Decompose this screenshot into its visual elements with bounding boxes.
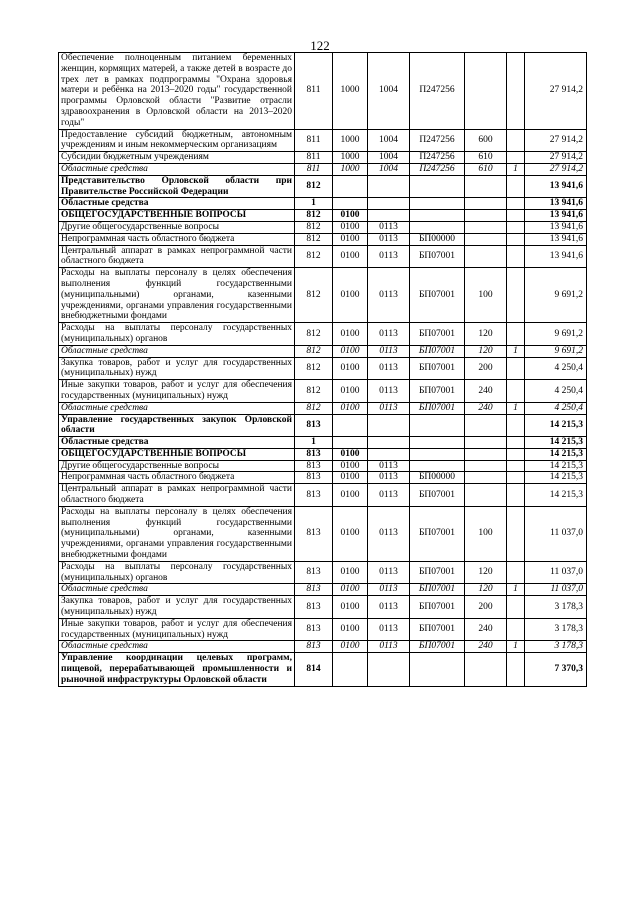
cell-funding-source: [507, 618, 525, 641]
cell-section: 0100: [333, 323, 368, 346]
cell-section: [333, 437, 368, 449]
table-row: [59, 268, 587, 323]
cell-funding-source: [507, 506, 525, 561]
cell-target-article: БП07001: [410, 245, 465, 268]
cell-amount: 4 250,4: [525, 402, 587, 414]
cell-funding-source: [507, 175, 525, 198]
budget-table: [58, 52, 587, 687]
cell-expense-type: 120: [465, 323, 507, 346]
cell-expense-type: 240: [465, 618, 507, 641]
cell-subsection: 0113: [368, 484, 410, 507]
cell-funding-source: [507, 221, 525, 233]
cell-subsection: [368, 414, 410, 437]
cell-ved: 812: [295, 402, 333, 414]
cell-name: Центральный аппарат в рамках непрограммной части областного бюджета: [59, 245, 295, 268]
table-row: [59, 380, 587, 403]
cell-ved: 812: [295, 210, 333, 222]
cell-name: Расходы на выплаты персоналу государственных (муниципальных) органов: [59, 561, 295, 584]
cell-expense-type: [465, 653, 507, 686]
cell-expense-type: [465, 53, 507, 130]
cell-section: 0100: [333, 484, 368, 507]
cell-ved: 811: [295, 53, 333, 130]
cell-subsection: 0113: [368, 506, 410, 561]
cell-name: Представительство Орловской области при Правительстве Российской Федерации: [59, 175, 295, 198]
cell-section: 0100: [333, 506, 368, 561]
cell-expense-type: 100: [465, 506, 507, 561]
table-row: [59, 460, 587, 472]
cell-expense-type: [465, 210, 507, 222]
cell-funding-source: [507, 653, 525, 686]
cell-target-article: БП00000: [410, 472, 465, 484]
cell-ved: 813: [295, 641, 333, 653]
cell-name: Расходы на выплаты персоналу в целях обеспечения выполнения функций государственными (муниципальными) органами, казенными учреждениями, органами управления государственными внебюджетными фондами: [59, 268, 295, 323]
cell-section: 0100: [333, 448, 368, 460]
cell-funding-source: [507, 233, 525, 245]
cell-subsection: 0113: [368, 323, 410, 346]
cell-amount: 14 215,3: [525, 484, 587, 507]
cell-section: 0100: [333, 357, 368, 380]
cell-target-article: БП00000: [410, 233, 465, 245]
cell-funding-source: [507, 561, 525, 584]
cell-expense-type: 100: [465, 268, 507, 323]
cell-expense-type: 240: [465, 402, 507, 414]
table-row: [59, 484, 587, 507]
cell-amount: 3 178,3: [525, 641, 587, 653]
cell-subsection: 0113: [368, 472, 410, 484]
cell-name: Иные закупки товаров, работ и услуг для обеспечения государственных (муниципальных) нужд: [59, 618, 295, 641]
cell-funding-source: 1: [507, 584, 525, 596]
cell-expense-type: 610: [465, 152, 507, 164]
cell-ved: 812: [295, 221, 333, 233]
cell-section: 0100: [333, 221, 368, 233]
table-row: [59, 210, 587, 222]
cell-ved: 811: [295, 152, 333, 164]
cell-funding-source: [507, 460, 525, 472]
cell-funding-source: [507, 357, 525, 380]
cell-funding-source: 1: [507, 345, 525, 357]
cell-amount: 13 941,6: [525, 245, 587, 268]
cell-amount: 14 215,3: [525, 460, 587, 472]
table-row: [59, 323, 587, 346]
cell-ved: 813: [295, 596, 333, 619]
cell-name: ОБЩЕГОСУДАРСТВЕННЫЕ ВОПРОСЫ: [59, 210, 295, 222]
cell-funding-source: [507, 472, 525, 484]
cell-name: Непрограммная часть областного бюджета: [59, 233, 295, 245]
cell-amount: 11 037,0: [525, 506, 587, 561]
cell-amount: 13 941,6: [525, 210, 587, 222]
cell-subsection: 0113: [368, 584, 410, 596]
table-body: [59, 53, 587, 687]
cell-amount: 9 691,2: [525, 323, 587, 346]
cell-name: Иные закупки товаров, работ и услуг для обеспечения государственных (муниципальных) нужд: [59, 380, 295, 403]
cell-amount: 4 250,4: [525, 380, 587, 403]
cell-amount: 13 941,6: [525, 175, 587, 198]
cell-ved: 812: [295, 323, 333, 346]
cell-section: 1000: [333, 129, 368, 152]
cell-funding-source: [507, 53, 525, 130]
table-row: [59, 584, 587, 596]
cell-name: Областные средства: [59, 345, 295, 357]
cell-section: 0100: [333, 233, 368, 245]
cell-funding-source: [507, 414, 525, 437]
cell-expense-type: 240: [465, 380, 507, 403]
cell-section: 0100: [333, 472, 368, 484]
cell-section: 0100: [333, 584, 368, 596]
cell-funding-source: [507, 596, 525, 619]
cell-target-article: [410, 175, 465, 198]
cell-ved: 813: [295, 584, 333, 596]
cell-expense-type: 200: [465, 357, 507, 380]
table-row: [59, 152, 587, 164]
cell-expense-type: [465, 437, 507, 449]
cell-name: Другие общегосударственные вопросы: [59, 460, 295, 472]
table-row: [59, 561, 587, 584]
cell-subsection: 0113: [368, 268, 410, 323]
cell-subsection: [368, 653, 410, 686]
cell-section: 0100: [333, 641, 368, 653]
cell-target-article: [410, 198, 465, 210]
cell-subsection: [368, 210, 410, 222]
cell-section: 1000: [333, 152, 368, 164]
cell-subsection: 0113: [368, 345, 410, 357]
cell-subsection: 1004: [368, 163, 410, 175]
cell-expense-type: 600: [465, 129, 507, 152]
cell-amount: 13 941,6: [525, 233, 587, 245]
cell-target-article: [410, 221, 465, 233]
cell-subsection: [368, 448, 410, 460]
cell-expense-type: [465, 221, 507, 233]
cell-target-article: БП07001: [410, 596, 465, 619]
cell-section: [333, 653, 368, 686]
cell-section: 0100: [333, 460, 368, 472]
cell-target-article: БП07001: [410, 641, 465, 653]
cell-expense-type: [465, 198, 507, 210]
cell-section: 0100: [333, 380, 368, 403]
cell-name: Областные средства: [59, 402, 295, 414]
cell-amount: 7 370,3: [525, 653, 587, 686]
cell-amount: 14 215,3: [525, 437, 587, 449]
cell-target-article: БП07001: [410, 618, 465, 641]
cell-amount: 3 178,3: [525, 618, 587, 641]
table-row: [59, 653, 587, 686]
cell-target-article: БП07001: [410, 561, 465, 584]
cell-ved: 812: [295, 233, 333, 245]
table-row: [59, 129, 587, 152]
table-row: [59, 163, 587, 175]
cell-subsection: 1004: [368, 152, 410, 164]
cell-expense-type: [465, 472, 507, 484]
cell-amount: 27 914,2: [525, 163, 587, 175]
cell-funding-source: [507, 152, 525, 164]
cell-name: Субсидии бюджетным учреждениям: [59, 152, 295, 164]
cell-amount: 9 691,2: [525, 345, 587, 357]
cell-target-article: [410, 653, 465, 686]
cell-amount: 27 914,2: [525, 152, 587, 164]
cell-section: [333, 175, 368, 198]
cell-ved: 813: [295, 472, 333, 484]
cell-amount: 3 178,3: [525, 596, 587, 619]
cell-amount: 14 215,3: [525, 414, 587, 437]
cell-ved: 813: [295, 460, 333, 472]
cell-funding-source: [507, 268, 525, 323]
table-row: [59, 596, 587, 619]
cell-name: Расходы на выплаты персоналу государственных (муниципальных) органов: [59, 323, 295, 346]
cell-amount: 4 250,4: [525, 357, 587, 380]
cell-subsection: 0113: [368, 221, 410, 233]
cell-name: Областные средства: [59, 584, 295, 596]
cell-ved: 813: [295, 414, 333, 437]
cell-ved: 812: [295, 175, 333, 198]
table-row: [59, 506, 587, 561]
table-row: [59, 345, 587, 357]
table-row: [59, 198, 587, 210]
table-row: [59, 175, 587, 198]
cell-funding-source: [507, 198, 525, 210]
cell-subsection: [368, 198, 410, 210]
cell-expense-type: [465, 175, 507, 198]
cell-funding-source: [507, 129, 525, 152]
table-row: [59, 618, 587, 641]
cell-expense-type: 610: [465, 163, 507, 175]
cell-target-article: БП07001: [410, 484, 465, 507]
cell-target-article: БП07001: [410, 584, 465, 596]
cell-expense-type: 120: [465, 345, 507, 357]
cell-name: Обеспечение полноценным питанием беременных женщин, кормящих матерей, а также детей в возрасте до трех лет в рамках подпрограммы "Охрана здоровья матери и ребёнка на 2013–2020 годы" государственной программы Орловской области "Развитие отрасли здравоохранения в Орловской области на 2013–2020 годы": [59, 53, 295, 130]
cell-ved: 813: [295, 448, 333, 460]
cell-name: Областные средства: [59, 437, 295, 449]
cell-funding-source: 1: [507, 163, 525, 175]
table-row: [59, 641, 587, 653]
cell-ved: 812: [295, 268, 333, 323]
cell-ved: 814: [295, 653, 333, 686]
cell-amount: 14 215,3: [525, 472, 587, 484]
cell-name: Управление государственных закупок Орловской области: [59, 414, 295, 437]
cell-target-article: [410, 448, 465, 460]
cell-ved: 813: [295, 561, 333, 584]
cell-target-article: [410, 437, 465, 449]
cell-target-article: БП07001: [410, 345, 465, 357]
cell-target-article: [410, 460, 465, 472]
cell-section: 0100: [333, 345, 368, 357]
cell-subsection: 0113: [368, 618, 410, 641]
cell-subsection: 0113: [368, 460, 410, 472]
cell-expense-type: 120: [465, 561, 507, 584]
cell-section: 0100: [333, 245, 368, 268]
cell-funding-source: 1: [507, 402, 525, 414]
cell-name: Центральный аппарат в рамках непрограммной части областного бюджета: [59, 484, 295, 507]
cell-expense-type: [465, 484, 507, 507]
cell-expense-type: 120: [465, 584, 507, 596]
cell-amount: 14 215,3: [525, 448, 587, 460]
cell-subsection: 0113: [368, 402, 410, 414]
cell-expense-type: [465, 448, 507, 460]
cell-name: ОБЩЕГОСУДАРСТВЕННЫЕ ВОПРОСЫ: [59, 448, 295, 460]
cell-ved: 812: [295, 380, 333, 403]
cell-section: 0100: [333, 210, 368, 222]
cell-expense-type: [465, 414, 507, 437]
cell-target-article: П247256: [410, 53, 465, 130]
table-row: [59, 53, 587, 130]
cell-funding-source: [507, 484, 525, 507]
cell-name: Предоставление субсидий бюджетным, автономным учреждениям и иным некоммерческим организациям: [59, 129, 295, 152]
cell-ved: 812: [295, 345, 333, 357]
cell-section: 0100: [333, 402, 368, 414]
cell-target-article: П247256: [410, 152, 465, 164]
cell-name: Закупка товаров, работ и услуг для государственных (муниципальных) нужд: [59, 357, 295, 380]
cell-section: 0100: [333, 268, 368, 323]
cell-subsection: 0113: [368, 596, 410, 619]
cell-ved: 812: [295, 245, 333, 268]
cell-target-article: БП07001: [410, 357, 465, 380]
cell-ved: 811: [295, 163, 333, 175]
cell-target-article: [410, 210, 465, 222]
table-row: [59, 233, 587, 245]
table-row: [59, 448, 587, 460]
cell-subsection: 1004: [368, 129, 410, 152]
table-row: [59, 437, 587, 449]
cell-name: Областные средства: [59, 641, 295, 653]
table-row: [59, 402, 587, 414]
cell-amount: 27 914,2: [525, 129, 587, 152]
cell-name: Управление координации целевых программ, пищевой, перерабатывающей промышленности и рыночной инфраструктуры Орловской области: [59, 653, 295, 686]
cell-amount: 11 037,0: [525, 561, 587, 584]
table-row: [59, 357, 587, 380]
cell-target-article: БП07001: [410, 402, 465, 414]
cell-subsection: 0113: [368, 380, 410, 403]
cell-ved: 813: [295, 618, 333, 641]
cell-expense-type: 240: [465, 641, 507, 653]
cell-funding-source: [507, 210, 525, 222]
cell-expense-type: 200: [465, 596, 507, 619]
page-number: 122: [310, 38, 330, 53]
cell-subsection: 0113: [368, 561, 410, 584]
cell-name: Непрограммная часть областного бюджета: [59, 472, 295, 484]
cell-ved: 812: [295, 357, 333, 380]
cell-target-article: БП07001: [410, 380, 465, 403]
cell-funding-source: [507, 245, 525, 268]
cell-subsection: 1004: [368, 53, 410, 130]
cell-ved: 811: [295, 129, 333, 152]
cell-subsection: 0113: [368, 245, 410, 268]
cell-amount: 9 691,2: [525, 268, 587, 323]
cell-ved: 1: [295, 198, 333, 210]
table-row: [59, 221, 587, 233]
cell-target-article: П247256: [410, 163, 465, 175]
cell-ved: 813: [295, 484, 333, 507]
cell-section: [333, 414, 368, 437]
cell-funding-source: [507, 323, 525, 346]
cell-name: Закупка товаров, работ и услуг для государственных (муниципальных) нужд: [59, 596, 295, 619]
cell-ved: 813: [295, 506, 333, 561]
cell-target-article: П247256: [410, 129, 465, 152]
cell-section: 0100: [333, 596, 368, 619]
table-row: [59, 414, 587, 437]
cell-funding-source: 1: [507, 641, 525, 653]
cell-subsection: 0113: [368, 641, 410, 653]
table-row: [59, 472, 587, 484]
cell-ved: 1: [295, 437, 333, 449]
cell-target-article: БП07001: [410, 268, 465, 323]
cell-subsection: 0113: [368, 357, 410, 380]
cell-subsection: [368, 437, 410, 449]
cell-name: Другие общегосударственные вопросы: [59, 221, 295, 233]
cell-amount: 27 914,2: [525, 53, 587, 130]
cell-section: 0100: [333, 561, 368, 584]
cell-subsection: 0113: [368, 233, 410, 245]
cell-subsection: [368, 175, 410, 198]
cell-section: 0100: [333, 618, 368, 641]
cell-section: [333, 198, 368, 210]
cell-name: Областные средства: [59, 163, 295, 175]
cell-amount: 13 941,6: [525, 198, 587, 210]
cell-name: Областные средства: [59, 198, 295, 210]
cell-target-article: [410, 414, 465, 437]
cell-target-article: БП07001: [410, 506, 465, 561]
cell-section: 1000: [333, 163, 368, 175]
cell-section: 1000: [333, 53, 368, 130]
cell-target-article: БП07001: [410, 323, 465, 346]
cell-amount: 11 037,0: [525, 584, 587, 596]
table-row: [59, 245, 587, 268]
cell-funding-source: [507, 437, 525, 449]
cell-amount: 13 941,6: [525, 221, 587, 233]
cell-funding-source: [507, 448, 525, 460]
cell-expense-type: [465, 460, 507, 472]
cell-funding-source: [507, 380, 525, 403]
cell-expense-type: [465, 245, 507, 268]
cell-expense-type: [465, 233, 507, 245]
cell-name: Расходы на выплаты персоналу в целях обеспечения выполнения функций государственными (муниципальными) органами, казенными учреждениями, органами управления государственными внебюджетными фондами: [59, 506, 295, 561]
